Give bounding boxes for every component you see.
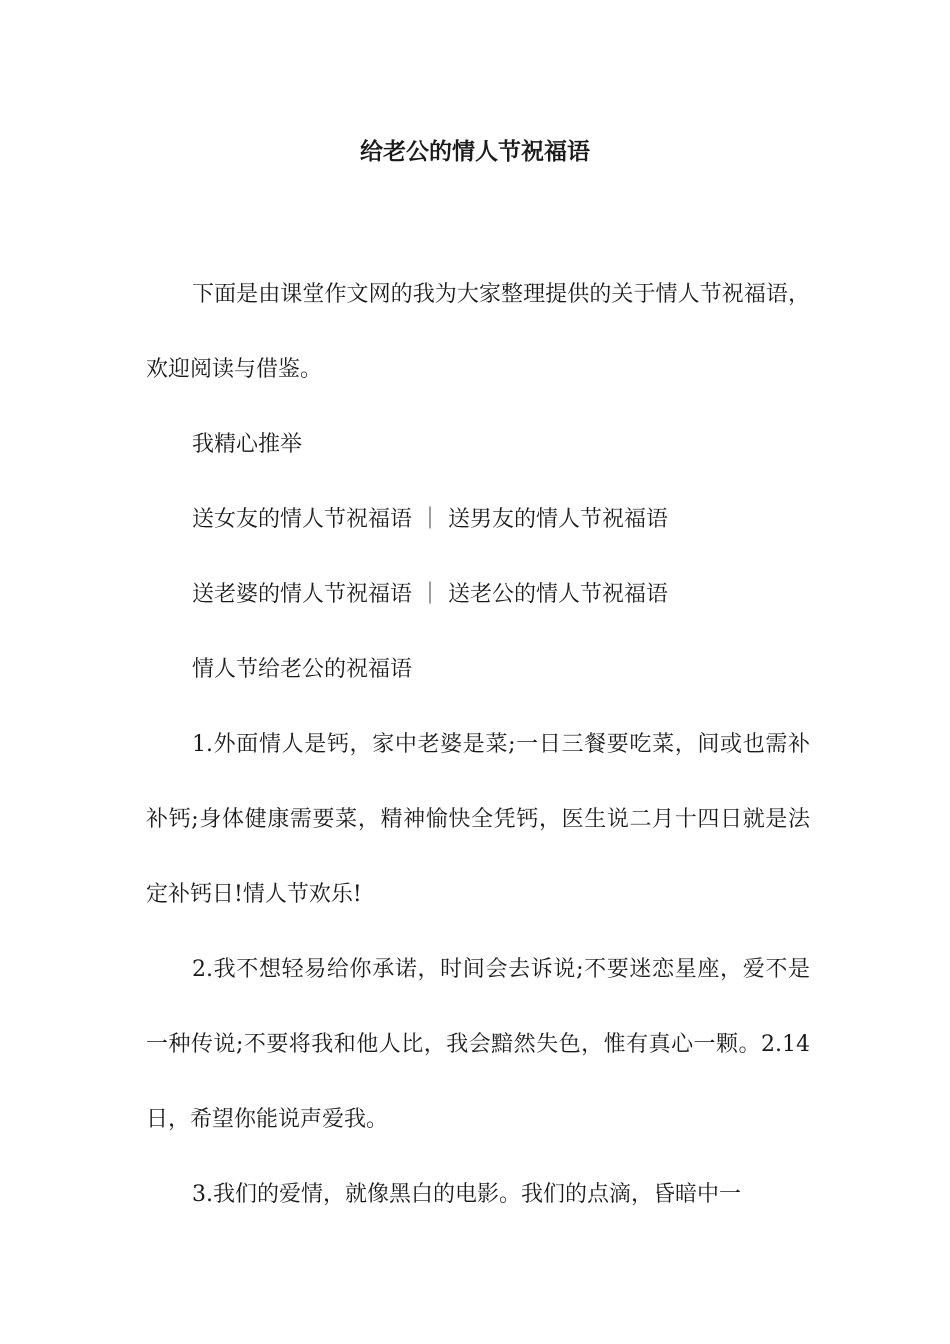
recommend-links-1: 送女友的情人节祝福语 ｜ 送男友的情人节祝福语: [192, 507, 668, 532]
document-title: 给老公的情人节祝福语: [360, 138, 590, 165]
intro-paragraph: 下面是由课堂作文网的我为大家整理提供的关于情人节祝福语，欢迎阅读与借鉴。: [146, 282, 810, 382]
recommend-heading: 我精心推举: [192, 432, 303, 457]
recommend-links-2: 送老婆的情人节祝福语 ｜ 送老公的情人节祝福语: [192, 582, 668, 607]
greeting-item-1: 1.外面情人是钙，家中老婆是菜;一日三餐要吃菜，间或也需补补钙;身体健康需要菜，精神愉快全凭钙，医生说二月十四日就是法定补钙日!情人节欢乐!: [146, 732, 810, 907]
greeting-item-3: 3.我们的爱情，就像黑白的电影。我们的点滴，昏暗中一: [192, 1182, 741, 1207]
greeting-item-2: 2.我不想轻易给你承诺，时间会去诉说;不要迷恋星座，爱不是一种传说;不要将我和他人比，我会黯然失色，惟有真心一颗。2.14日，希望你能说声爱我。: [146, 957, 810, 1132]
section-heading: 情人节给老公的祝福语: [192, 657, 413, 682]
document-body: [146, 257, 810, 1232]
